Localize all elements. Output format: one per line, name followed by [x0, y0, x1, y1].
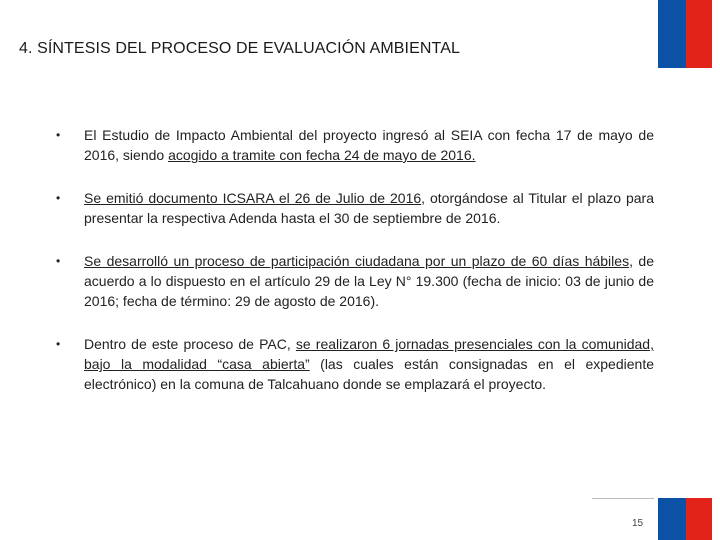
flag-stripe-bottom — [658, 498, 712, 540]
item-underlined-text: Se emitió documento ICSARA el 26 de Julio de 2016 — [84, 190, 422, 206]
flag-blue-band — [658, 498, 686, 540]
slide-title: 4. SÍNTESIS DEL PROCESO DE EVALUACIÓN AMBIENTAL — [19, 40, 460, 57]
flag-red-band — [686, 0, 712, 68]
list-item — [52, 188, 654, 228]
item-text-tail: , otorgándose al Titular el plazo para presentar la respectiva Adenda hasta el 30 de septiembre de 2016. — [84, 190, 654, 226]
item-underlined-text: Se desarrolló un proceso de participación ciudadana por un plazo de 60 días hábiles — [84, 253, 630, 269]
bullet-icon: • — [56, 337, 61, 351]
bullet-icon: • — [56, 254, 61, 268]
bullet-list — [52, 125, 654, 417]
list-item — [52, 251, 654, 311]
item-underlined-text: se realizaron 6 jornadas presenciales con la comunidad, bajo la modalidad “casa abierta” — [84, 336, 654, 372]
flag-blue-band — [658, 0, 686, 68]
list-item — [52, 334, 654, 394]
item-text: Dentro de este proceso de PAC, — [84, 336, 296, 352]
bullet-icon: • — [56, 128, 61, 142]
bullet-icon: • — [56, 191, 61, 205]
item-text-tail: , de acuerdo a lo dispuesto en el artículo 29 de la Ley N° 19.300 (fecha de inicio: 03 de junio de 2016; fecha de término: 29 de agosto de 2016). — [84, 253, 655, 309]
flag-stripe-top — [658, 0, 712, 68]
page-number: 15 — [632, 518, 644, 529]
list-item — [52, 125, 654, 165]
item-underlined-text: acogido a tramite con fecha 24 de mayo de 2016. — [168, 147, 476, 163]
item-text-tail: (las cuales están consignadas en el expediente electrónico) en la comuna de Talcahuano donde se emplazará el proyecto. — [84, 356, 654, 392]
item-text: El Estudio de Impacto Ambiental del proyecto ingresó al SEIA con fecha 17 de mayo de 2016, siendo — [84, 127, 654, 163]
footer-divider — [592, 498, 654, 499]
flag-red-band — [686, 498, 712, 540]
